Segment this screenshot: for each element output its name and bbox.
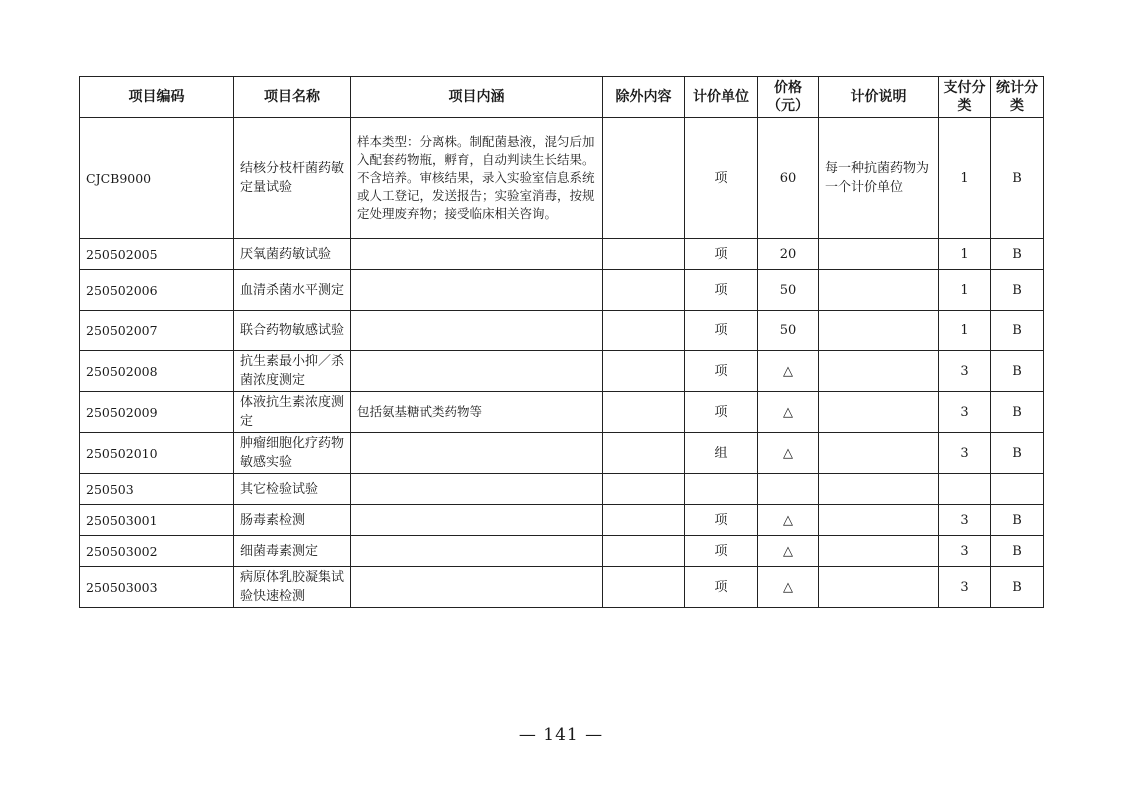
cell-unit: 项 [685, 392, 758, 433]
header-note: 计价说明 [819, 77, 939, 118]
cell-note [819, 311, 939, 351]
cell-exclusion [603, 536, 685, 567]
cell-code: 250503001 [80, 505, 234, 536]
cell-content [351, 239, 603, 270]
cell-exclusion [603, 567, 685, 608]
cell-stat: B [991, 433, 1044, 474]
header-content: 项目内涵 [351, 77, 603, 118]
cell-exclusion [603, 118, 685, 239]
table-row [80, 392, 1044, 433]
header-exclusion: 除外内容 [603, 77, 685, 118]
cell-exclusion [603, 351, 685, 392]
cell-pay: 3 [939, 505, 991, 536]
cell-pay: 1 [939, 118, 991, 239]
cell-name: 联合药物敏感试验 [234, 311, 351, 351]
cell-exclusion [603, 474, 685, 505]
cell-stat: B [991, 567, 1044, 608]
cell-content [351, 474, 603, 505]
header-row [80, 77, 1044, 118]
cell-note [819, 351, 939, 392]
cell-pay [939, 474, 991, 505]
cell-pay: 1 [939, 270, 991, 311]
cell-stat: B [991, 351, 1044, 392]
cell-price: △ [758, 567, 819, 608]
cell-note [819, 239, 939, 270]
cell-name: 病原体乳胶凝集试验快速检测 [234, 567, 351, 608]
cell-exclusion [603, 505, 685, 536]
cell-code: 250502005 [80, 239, 234, 270]
cell-name: 其它检验试验 [234, 474, 351, 505]
fee-schedule-table [79, 76, 1044, 608]
cell-exclusion [603, 392, 685, 433]
cell-code: 250502007 [80, 311, 234, 351]
cell-price: △ [758, 392, 819, 433]
cell-note [819, 392, 939, 433]
cell-unit: 项 [685, 536, 758, 567]
cell-note [819, 536, 939, 567]
cell-pay: 1 [939, 311, 991, 351]
cell-note [819, 567, 939, 608]
cell-price: △ [758, 505, 819, 536]
cell-unit: 项 [685, 239, 758, 270]
cell-note [819, 474, 939, 505]
cell-price: 60 [758, 118, 819, 239]
cell-unit: 项 [685, 270, 758, 311]
page-number: — 141 — [518, 725, 604, 745]
cell-code: 250502006 [80, 270, 234, 311]
header-stat: 统计分类 [991, 77, 1044, 118]
cell-name: 厌氧菌药敏试验 [234, 239, 351, 270]
cell-exclusion [603, 433, 685, 474]
cell-name: 肿瘤细胞化疗药物敏感实验 [234, 433, 351, 474]
cell-name: 抗生素最小抑／杀菌浓度测定 [234, 351, 351, 392]
cell-code: 250503 [80, 474, 234, 505]
header-price: 价格（元） [758, 77, 819, 118]
table-row [80, 118, 1044, 239]
cell-pay: 3 [939, 433, 991, 474]
cell-content: 样本类型：分离株。制配菌悬液，混匀后加入配套药物瓶，孵育，自动判读生长结果。不含培养。审核结果，录入实验室信息系统或人工登记，发送报告；实验室消毒，按规定处理废弃物；接受临床相关咨询。 [351, 118, 603, 239]
cell-code: 250502010 [80, 433, 234, 474]
cell-stat: B [991, 239, 1044, 270]
cell-name: 结核分枝杆菌药敏定量试验 [234, 118, 351, 239]
cell-exclusion [603, 311, 685, 351]
cell-code: 250503003 [80, 567, 234, 608]
cell-exclusion [603, 270, 685, 311]
cell-code: 250502008 [80, 351, 234, 392]
cell-content [351, 351, 603, 392]
cell-pay: 1 [939, 239, 991, 270]
table-row [80, 536, 1044, 567]
cell-name: 血清杀菌水平测定 [234, 270, 351, 311]
table-row [80, 433, 1044, 474]
cell-content [351, 433, 603, 474]
cell-stat [991, 474, 1044, 505]
cell-price: 50 [758, 270, 819, 311]
cell-note [819, 433, 939, 474]
header-unit: 计价单位 [685, 77, 758, 118]
cell-price [758, 474, 819, 505]
cell-stat: B [991, 536, 1044, 567]
cell-unit [685, 474, 758, 505]
cell-content [351, 505, 603, 536]
cell-stat: B [991, 505, 1044, 536]
cell-unit: 项 [685, 118, 758, 239]
cell-stat: B [991, 118, 1044, 239]
cell-unit: 项 [685, 351, 758, 392]
cell-code: 250503002 [80, 536, 234, 567]
cell-content: 包括氨基糖甙类药物等 [351, 392, 603, 433]
cell-price: 50 [758, 311, 819, 351]
cell-code: 250502009 [80, 392, 234, 433]
cell-price: 20 [758, 239, 819, 270]
cell-name: 细菌毒素测定 [234, 536, 351, 567]
cell-stat: B [991, 270, 1044, 311]
table-row [80, 311, 1044, 351]
cell-code: CJCB9000 [80, 118, 234, 239]
table-row [80, 351, 1044, 392]
cell-unit: 组 [685, 433, 758, 474]
cell-content [351, 567, 603, 608]
header-name: 项目名称 [234, 77, 351, 118]
cell-note [819, 270, 939, 311]
table-row [80, 505, 1044, 536]
table-row [80, 270, 1044, 311]
cell-name: 体液抗生素浓度测定 [234, 392, 351, 433]
table-row [80, 239, 1044, 270]
header-code: 项目编码 [80, 77, 234, 118]
cell-stat: B [991, 311, 1044, 351]
cell-exclusion [603, 239, 685, 270]
cell-pay: 3 [939, 567, 991, 608]
cell-price: △ [758, 536, 819, 567]
cell-price: △ [758, 351, 819, 392]
cell-unit: 项 [685, 567, 758, 608]
cell-content [351, 311, 603, 351]
header-pay: 支付分类 [939, 77, 991, 118]
cell-note [819, 505, 939, 536]
table-row [80, 567, 1044, 608]
cell-content [351, 270, 603, 311]
cell-note: 每一种抗菌药物为一个计价单位 [819, 118, 939, 239]
cell-stat: B [991, 392, 1044, 433]
cell-pay: 3 [939, 536, 991, 567]
cell-content [351, 536, 603, 567]
cell-price: △ [758, 433, 819, 474]
cell-unit: 项 [685, 505, 758, 536]
table-row [80, 474, 1044, 505]
cell-name: 肠毒素检测 [234, 505, 351, 536]
cell-unit: 项 [685, 311, 758, 351]
cell-pay: 3 [939, 392, 991, 433]
cell-pay: 3 [939, 351, 991, 392]
